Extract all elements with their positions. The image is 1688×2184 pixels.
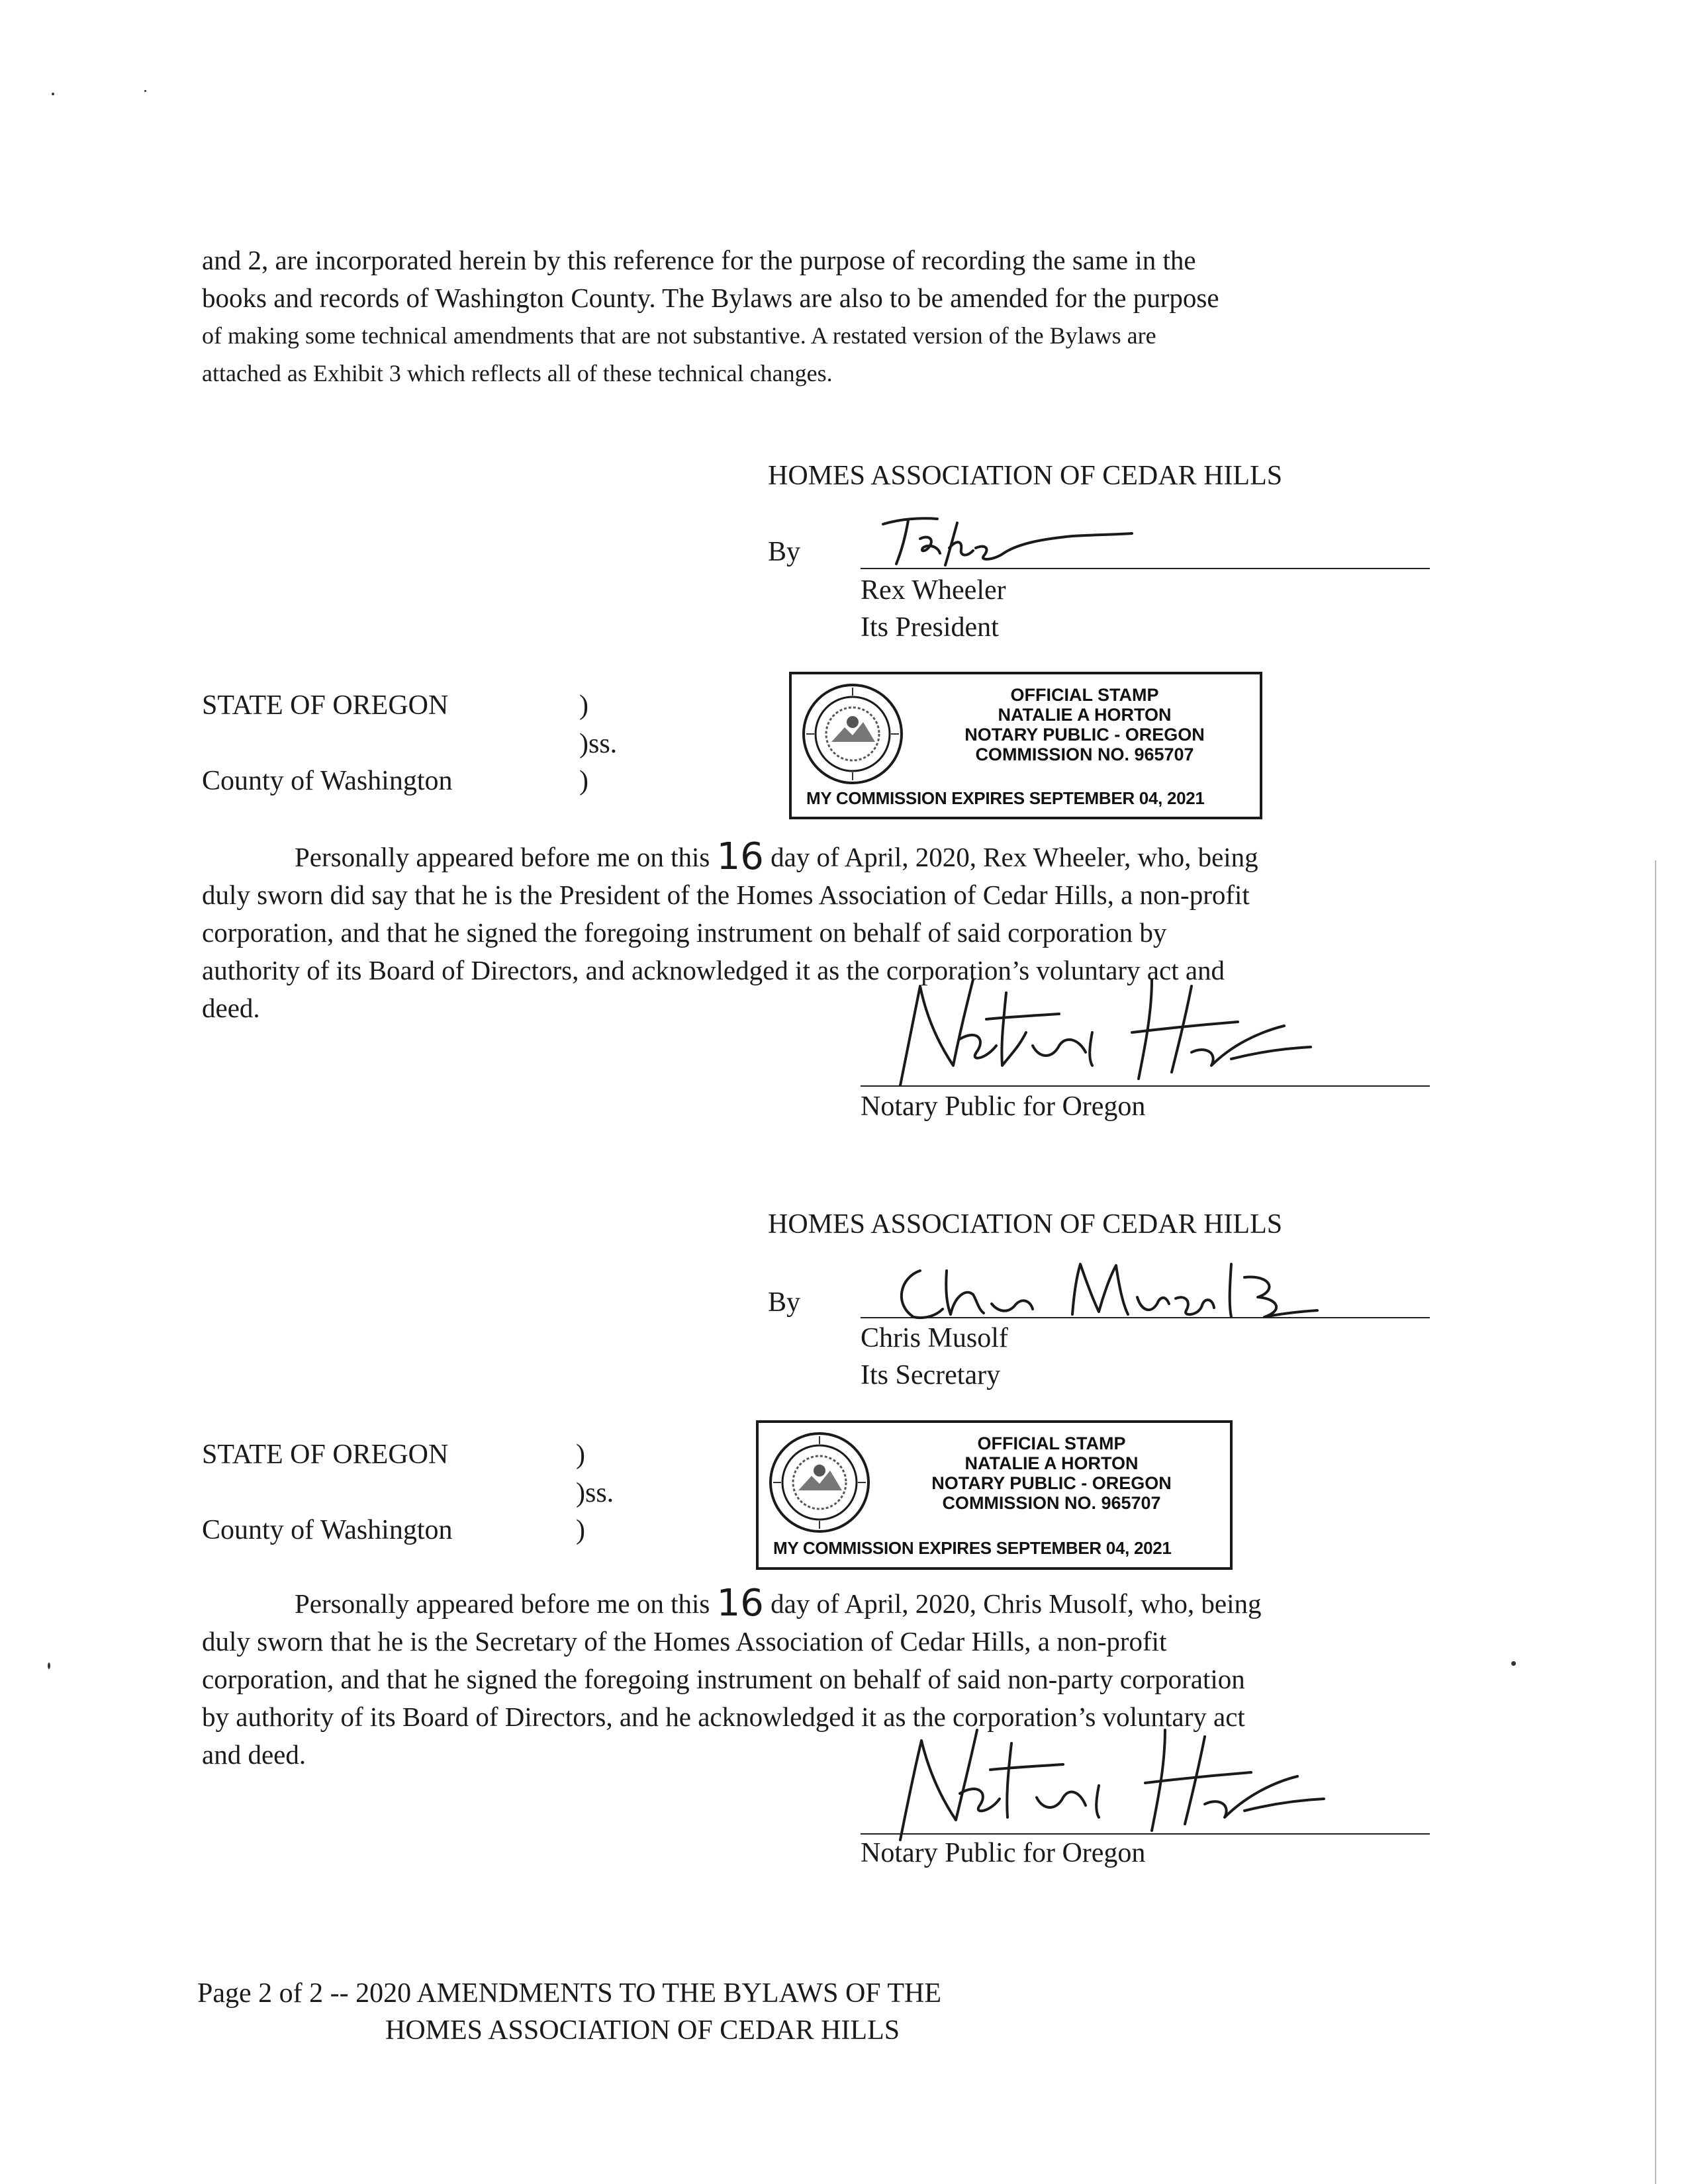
venue-paren: ) (576, 1515, 585, 1545)
venue-paren: ) (576, 1439, 585, 1470)
stamp-line: OFFICIAL STAMP (1010, 685, 1159, 705)
venue-county: County of Washington (202, 766, 453, 796)
handwritten-day: 16 (716, 1582, 764, 1625)
ack-line (202, 1582, 1413, 1623)
stamp-text (884, 1433, 1219, 1513)
notary-signature-line (861, 1085, 1430, 1087)
signer-title: Its President (861, 612, 999, 643)
stamp-expiration: MY COMMISSION EXPIRES SEPTEMBER 04, 2021 (806, 788, 1205, 808)
stamp-line: NOTARY PUBLIC - OREGON (931, 1473, 1172, 1493)
intro-line: books and records of Washington County. The Bylaws are also to be amended for the purpose (202, 283, 1219, 313)
notary-signature (861, 966, 1324, 1092)
scan-speck (144, 90, 146, 92)
stamp-line: NATALIE A HORTON (998, 705, 1172, 725)
venue-state: STATE OF OREGON (202, 690, 449, 721)
by-label: By (768, 1287, 801, 1318)
oregon-seal-icon (767, 1430, 872, 1535)
signer-title: Its Secretary (861, 1360, 1001, 1390)
oregon-seal-icon (800, 681, 906, 787)
stamp-line: OFFICIAL STAMP (977, 1433, 1126, 1453)
intro-paragraph (202, 242, 1413, 392)
signer-name: Rex Wheeler (861, 575, 1006, 606)
venue-ss: )ss. (579, 729, 618, 759)
page-footer-line: Page 2 of 2 -- 2020 AMENDMENTS TO THE BYLAWS OF THE (197, 1978, 942, 2009)
ack-line: corporation, and that he signed the foregoing instrument on behalf of said corporation by (202, 917, 1167, 948)
ack-line: and deed. (202, 1739, 306, 1770)
stamp-line: COMMISSION NO. 965707 (975, 745, 1194, 764)
stamp-line: NOTARY PUBLIC - OREGON (964, 725, 1205, 745)
ack-text: day of April, 2020, Chris Musolf, who, being (771, 1588, 1262, 1619)
ack-line: by authority of its Board of Directors, and he acknowledged it as the corporation’s voluntary act (202, 1702, 1245, 1732)
ack-text: Personally appeared before me on this (295, 1588, 710, 1619)
venue-ss: )ss. (576, 1478, 614, 1508)
organization-heading: HOMES ASSOCIATION OF CEDAR HILLS (768, 1209, 1283, 1240)
ack-line: deed. (202, 993, 260, 1023)
ack-line: authority of its Board of Directors, and acknowledged it as the corporation’s voluntary act and (202, 955, 1225, 985)
ack-line: duly sworn did say that he is the President of the Homes Association of Cedar Hills, a non-profit (202, 880, 1250, 910)
notary-caption: Notary Public for Oregon (861, 1838, 1146, 1868)
secretary-signature (874, 1251, 1324, 1324)
venue-state: STATE OF OREGON (202, 1439, 449, 1470)
ack-line (202, 835, 1413, 876)
organization-heading: HOMES ASSOCIATION OF CEDAR HILLS (768, 461, 1283, 491)
handwritten-day: 16 (716, 835, 764, 878)
stamp-text (917, 685, 1252, 764)
venue-county: County of Washington (202, 1515, 453, 1545)
scan-speck (48, 1662, 50, 1669)
notary-signature (861, 1714, 1337, 1846)
ack-text: Personally appeared before me on this (295, 842, 710, 872)
president-signature (874, 510, 1152, 576)
intro-line: attached as Exhibit 3 which reflects all of these technical changes. (202, 360, 833, 387)
stamp-line: NATALIE A HORTON (964, 1453, 1139, 1473)
venue-paren: ) (579, 690, 588, 721)
intro-line: of making some technical amendments that are not substantive. A restated version of the Bylaws are (202, 322, 1156, 349)
scan-edge-line (1655, 860, 1656, 2184)
scan-speck (52, 93, 54, 95)
page-footer-line: HOMES ASSOCIATION OF CEDAR HILLS (385, 2015, 900, 2046)
by-label: By (768, 537, 801, 567)
ack-line: duly sworn that he is the Secretary of the Homes Association of Cedar Hills, a non-profit (202, 1626, 1167, 1657)
ack-text: day of April, 2020, Rex Wheeler, who, being (771, 842, 1258, 872)
notary-stamp (756, 1420, 1233, 1570)
venue-paren: ) (579, 766, 588, 796)
stamp-expiration: MY COMMISSION EXPIRES SEPTEMBER 04, 2021 (773, 1538, 1172, 1558)
notary-signature-line (861, 1833, 1430, 1835)
notary-stamp (789, 672, 1262, 819)
stamp-line: COMMISSION NO. 965707 (942, 1493, 1161, 1513)
scan-speck (1511, 1661, 1516, 1666)
signer-name: Chris Musolf (861, 1323, 1008, 1353)
intro-line: and 2, are incorporated herein by this reference for the purpose of recording the same in the (202, 245, 1196, 275)
notary-caption: Notary Public for Oregon (861, 1091, 1146, 1122)
ack-line: corporation, and that he signed the foregoing instrument on behalf of said non-party corporation (202, 1664, 1245, 1694)
